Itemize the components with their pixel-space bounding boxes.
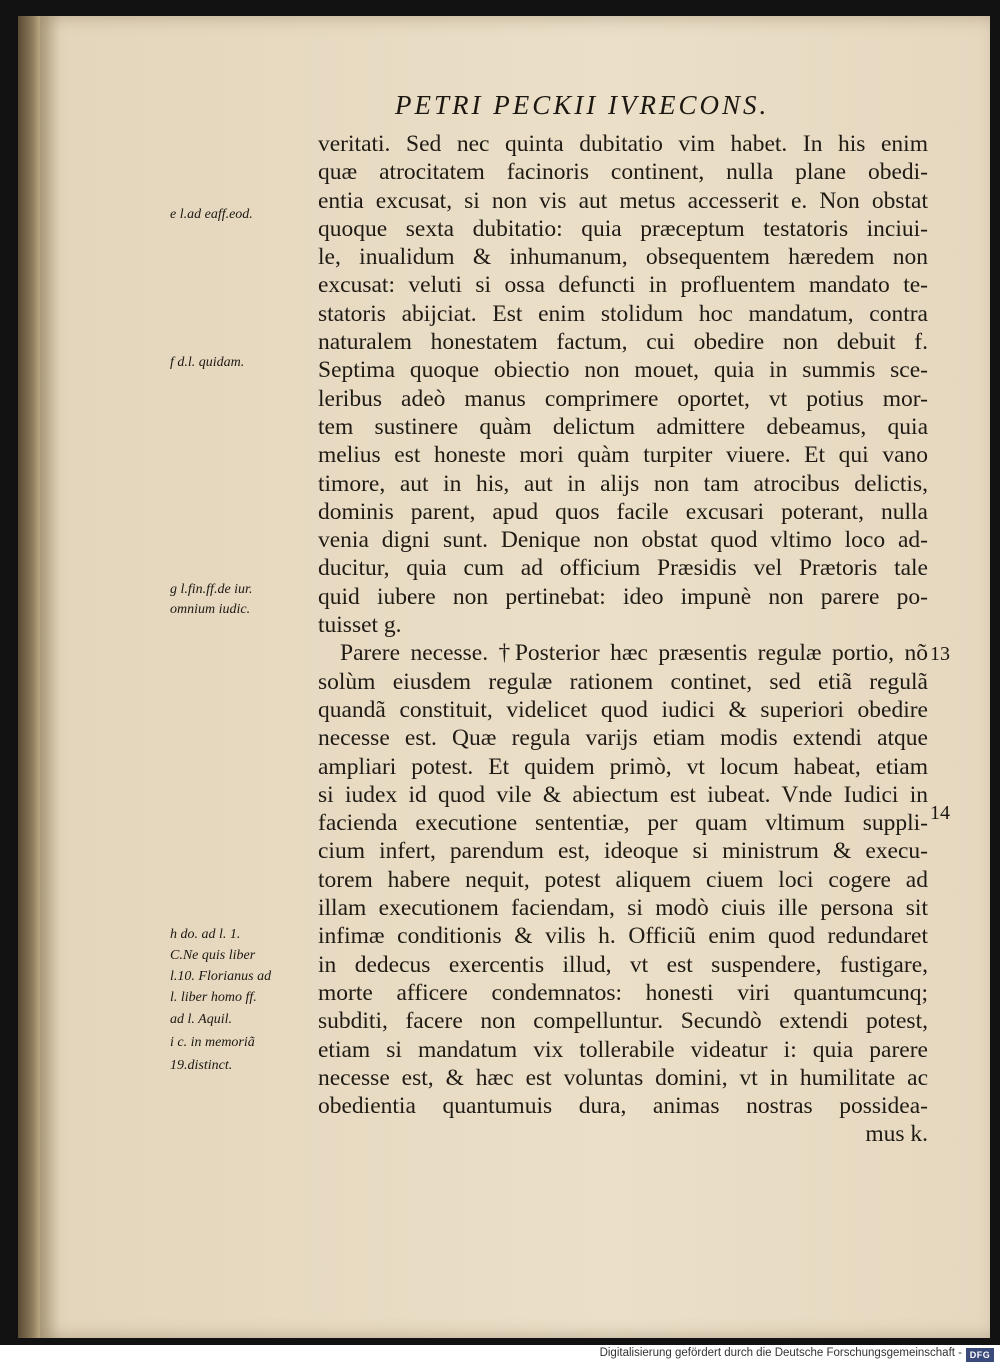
text-line: Septima quoque obiectio non mouet, quia in summis sce- xyxy=(318,357,928,384)
text-line: excusat: veluti si ossa defuncti in profluentem mandato te- xyxy=(318,272,928,299)
text-line: infimæ conditionis & vilis h. Officiũ enim quod redundaret xyxy=(318,923,928,950)
dfg-logo-icon: DFG xyxy=(966,1348,994,1362)
text-line: cium infert, parendum est, ideoque si ministrum & execu- xyxy=(318,838,928,865)
text-line: etiam si mandatum vix tollerabile videatur i: quia parere xyxy=(318,1036,928,1063)
text-line: naturalem honestatem factum, cui obedire non debuit f. xyxy=(318,329,928,356)
margin-note: f d.l. quidam. xyxy=(170,355,245,370)
text-line: entia excusat, si non vis aut metus accesserit e. Non obstat xyxy=(318,187,928,214)
text-line: quid iubere non pertinebat: ideo impunè non parere po- xyxy=(318,583,928,610)
margin-note: 19.distinct. xyxy=(170,1058,233,1073)
text-line: facienda executione sententiæ, per quam vltimum suppli- xyxy=(318,810,928,837)
margin-note: l. liber homo ff. xyxy=(170,990,257,1005)
text-line: morte afficere condemnatos: honesti viri quantumcunq; xyxy=(318,979,928,1006)
margin-note: h do. ad l. 1. xyxy=(170,927,241,942)
text-line: leribus adeò manus comprimere oportet, vt potius mor- xyxy=(318,385,928,412)
text-line: solùm eiusdem regulæ rationem continet, sed etiã regulã xyxy=(318,668,928,695)
text-line: illam executionem faciendam, si modò ciuis ille persona sit xyxy=(318,895,928,922)
funding-credit: Digitalisierung gefördert durch die Deutsche Forschungsgemeinschaft - xyxy=(599,1347,962,1359)
main-text-block xyxy=(318,130,928,1149)
margin-note: C.Ne quis liber xyxy=(170,948,256,963)
text-line: quoque sexta dubitatio: quia præceptum testatoris inciui- xyxy=(318,215,928,242)
text-line: in dedecus exercentis illud, vt est suspendere, fustigare, xyxy=(318,951,928,978)
text-line: necesse est, & hæc est voluntas domini, vt in humilitate ac xyxy=(318,1064,928,1091)
text-line: statoris abijciat. Est enim stolidum hoc mandatum, contra xyxy=(318,300,928,327)
text-line: venia digni sunt. Denique non obstat quod vltimo loco ad- xyxy=(318,527,928,554)
text-line: melius est honeste mori quàm turpiter viuere. Et qui vano xyxy=(318,442,928,469)
text-line: ampliari potest. Et quidem primò, vt locum habeat, etiam xyxy=(318,753,928,780)
text-line: veritati. Sed nec quinta dubitatio vim habet. In his enim xyxy=(318,131,928,157)
section-number: 14 xyxy=(930,802,950,824)
text-line: si iudex id quod vile & abiectum est iubeat. Vnde Iudici in xyxy=(318,781,928,808)
text-line: torem habere nequit, potest aliquem ciuem loci cogere ad xyxy=(318,866,928,893)
margin-note: ad l. Aquil. xyxy=(170,1012,232,1027)
text-line: necesse est. Quæ regula varijs etiam modis extendi atque xyxy=(318,725,928,752)
text-line: obedientia quantumuis dura, animas nostras possidea- xyxy=(318,1093,928,1120)
margin-note: i c. in memoriã xyxy=(170,1035,255,1050)
text-line: tem sustinere quàm delictum admittere debeamus, quia xyxy=(318,413,928,440)
margin-note: g l.fin.ff.de iur. xyxy=(170,582,253,597)
text-line: quandã constituit, videlicet quod iudici & superiori obedire xyxy=(318,696,928,723)
running-head: PETRI PECKII IVRECONS. xyxy=(395,90,770,120)
footer-bar xyxy=(0,1345,1000,1365)
margin-note: l.10. Florianus ad xyxy=(170,969,272,984)
text-line: ducitur, quia cum ad officium Præsidis vel Prætoris tale xyxy=(318,555,928,582)
text-line: quæ atrocitatem facinoris continent, nulla plane obedi- xyxy=(318,159,928,186)
text-line: timore, aut in his, aut in alijs non tam atrocibus delictis, xyxy=(318,470,928,497)
text-line-paragraph-start: Parere necesse. †Posterior hæc præsentis regulæ portio, nõ xyxy=(340,640,928,667)
text-line: dominis parent, apud quos facile excusari poterant, nulla xyxy=(318,498,928,525)
text-line-catchword: mus k. xyxy=(865,1121,928,1148)
text-line: subditi, facere non compelluntur. Secundò extendi potest, xyxy=(318,1008,928,1035)
text-line: le, inualidum & inhumanum, obsequentem hæredem non xyxy=(318,244,928,271)
text-line: tuisset g. xyxy=(318,612,402,639)
margin-note: omnium iudic. xyxy=(170,602,251,617)
book-spine xyxy=(18,16,40,1338)
section-number: 13 xyxy=(930,643,950,665)
margin-note: e l.ad eaff.eod. xyxy=(170,207,253,222)
